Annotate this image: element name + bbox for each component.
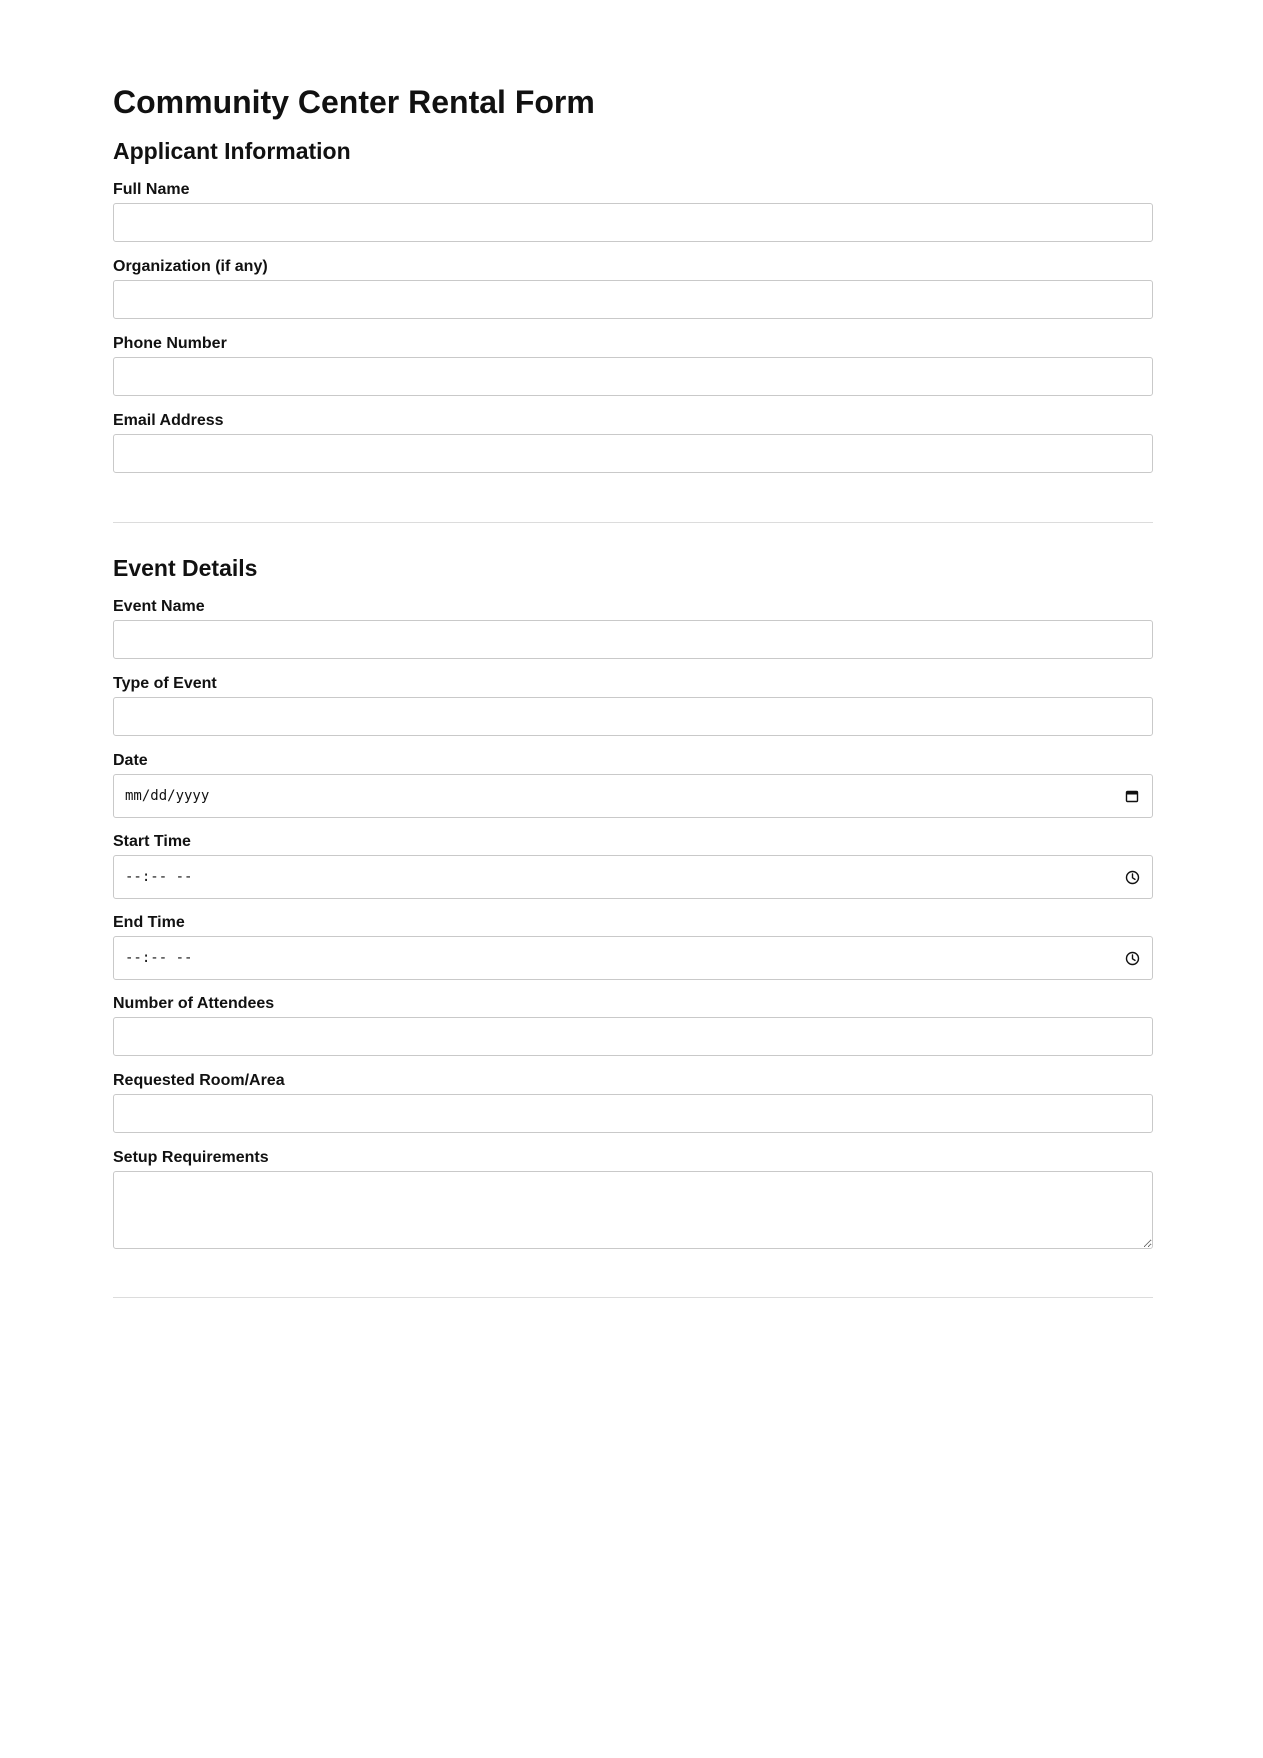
end-time-label: End Time — [113, 914, 185, 931]
date-placeholder: mm/dd/yyyy — [125, 788, 210, 804]
attendees-label: Number of Attendees — [113, 995, 275, 1012]
start-time-label: Start Time — [113, 833, 191, 850]
event-name-label: Event Name — [113, 598, 205, 615]
end-time-input[interactable] — [113, 936, 1153, 980]
attendees-input[interactable] — [113, 1017, 1153, 1056]
full-name-label: Full Name — [113, 181, 190, 198]
clock-icon[interactable] — [1123, 949, 1141, 967]
requested-room-input[interactable] — [113, 1094, 1153, 1133]
setup-requirements-label: Setup Requirements — [113, 1149, 269, 1166]
calendar-icon[interactable] — [1123, 787, 1141, 805]
start-time-input[interactable] — [113, 855, 1153, 899]
applicant-section-heading: Applicant Information — [113, 138, 351, 164]
phone-number-input[interactable] — [113, 357, 1153, 396]
full-name-input[interactable] — [113, 203, 1153, 242]
requested-room-label: Requested Room/Area — [113, 1072, 285, 1089]
section-divider — [113, 522, 1153, 523]
email-address-label: Email Address — [113, 412, 224, 429]
clock-icon[interactable] — [1123, 868, 1141, 886]
section-divider — [113, 1297, 1153, 1298]
date-label: Date — [113, 752, 148, 769]
event-type-label: Type of Event — [113, 675, 217, 692]
organization-input[interactable] — [113, 280, 1153, 319]
page-title: Community Center Rental Form — [113, 84, 595, 120]
setup-requirements-textarea[interactable] — [113, 1171, 1153, 1249]
event-section-heading: Event Details — [113, 555, 258, 581]
end-time-placeholder: --:-- -- — [125, 950, 193, 966]
start-time-placeholder: --:-- -- — [125, 869, 193, 885]
email-address-input[interactable] — [113, 434, 1153, 473]
phone-number-label: Phone Number — [113, 335, 227, 352]
event-type-input[interactable] — [113, 697, 1153, 736]
organization-label: Organization (if any) — [113, 258, 268, 275]
date-input[interactable] — [113, 774, 1153, 818]
event-name-input[interactable] — [113, 620, 1153, 659]
